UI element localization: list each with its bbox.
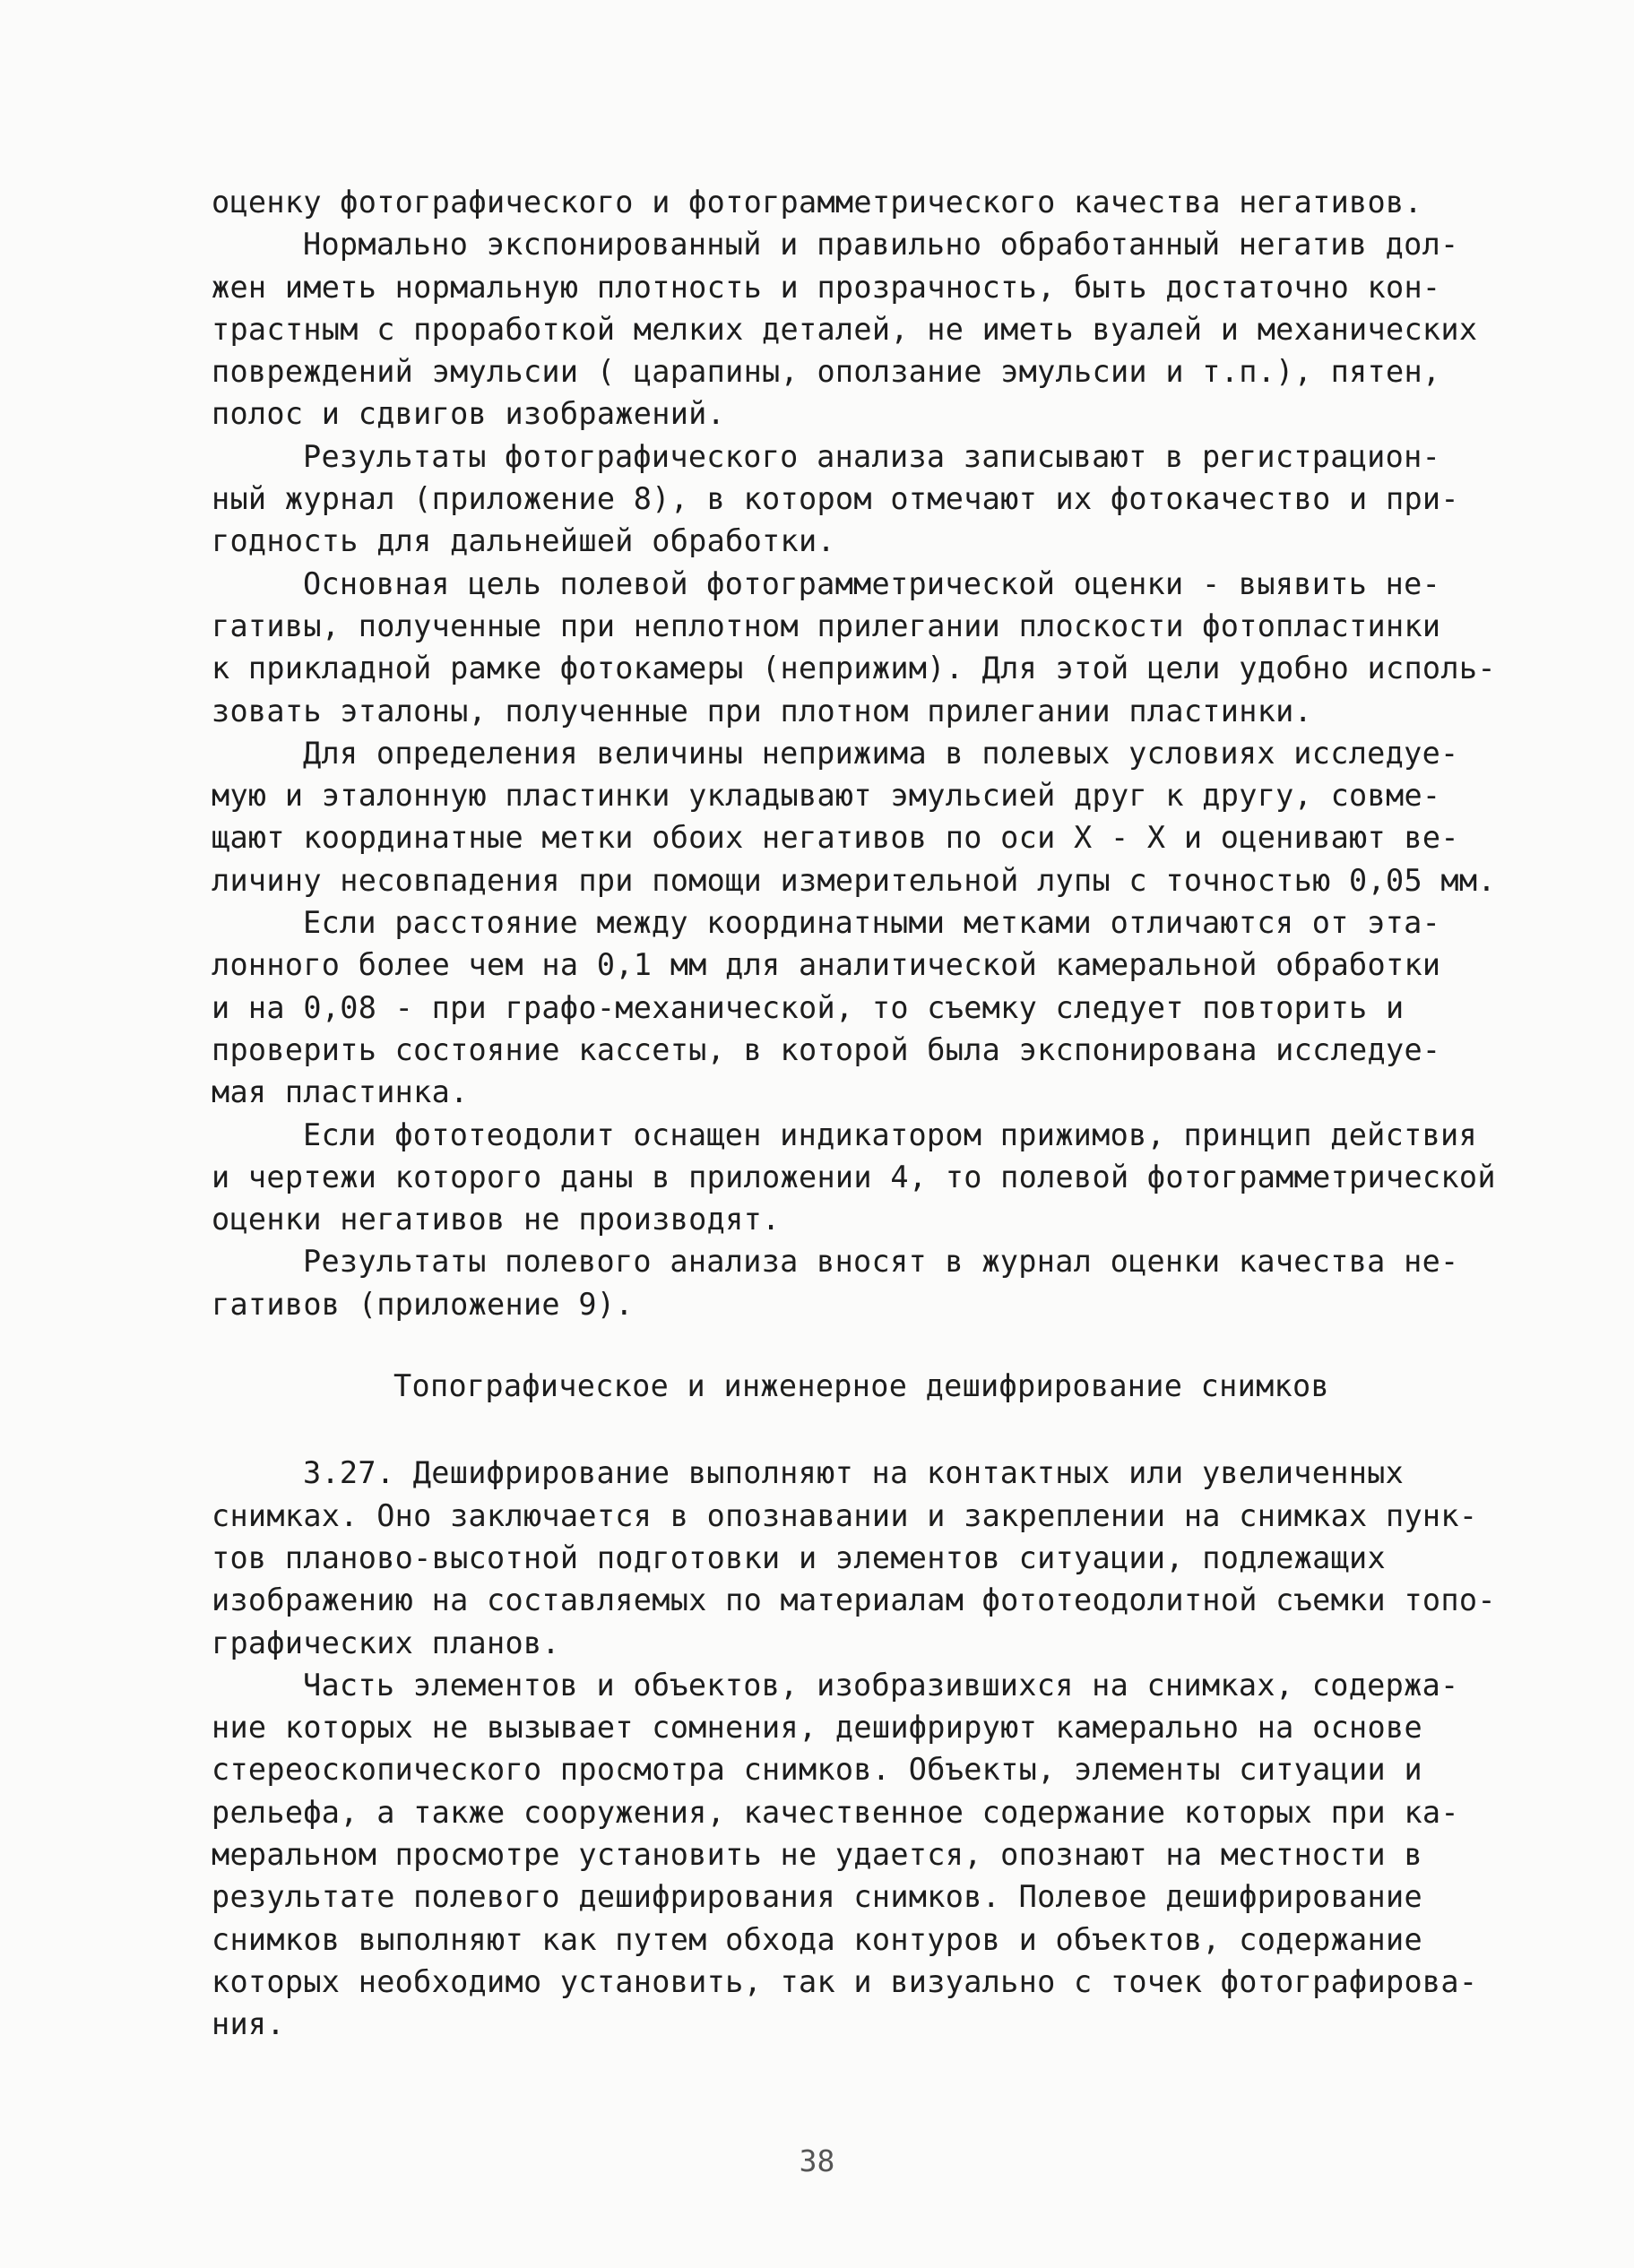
spacer (212, 1407, 1484, 1452)
text-line: мую и эталонную пластинки укладывают эмульсией друг к другу, совме- (212, 778, 1441, 814)
text-line: Если фототеодолит оснащен индикатором прижимов, принцип действия (303, 1117, 1477, 1152)
text-line: Результаты фотографического анализа записывают в регистрацион- (303, 438, 1441, 474)
text-line: оценку фотографического и фотограмметрического качества негативов. (212, 185, 1422, 220)
text-line: Часть элементов и объектов, изобразившихся на снимках, содержа- (303, 1667, 1459, 1703)
text-line: годность для дальнейшей обработки. (212, 523, 835, 559)
text-line: графических планов. (212, 1625, 560, 1660)
text-line: стереоскопического просмотра снимков. Объекты, элементы ситуации и (212, 1752, 1422, 1788)
paragraph (212, 1452, 1496, 1663)
text-line: трастным с проработкой мелких деталей, не иметь вуалей и механических (212, 311, 1478, 347)
text-line: гативов (приложение 9). (212, 1286, 634, 1322)
text-line: тов планово-высотной подготовки и элементов ситуации, подлежащих (212, 1539, 1386, 1575)
paragraph (212, 435, 1484, 563)
paragraph (212, 1240, 1484, 1325)
text-line: гативы, полученные при неплотном прилегании плоскости фотопластинки (212, 608, 1441, 643)
text-line: и на 0,08 - при графо-механической, то съемку следует повторить и (212, 989, 1405, 1025)
text-line: которых необходимо установить, так и визуально с точек фотографирова- (212, 1963, 1478, 1999)
body-text (212, 181, 1496, 2045)
text-line: оценки негативов не производят. (212, 1202, 781, 1237)
text-line: ния. (212, 2006, 285, 2042)
text-line: личину несовпадения при помощи измерительной лупы с точностью 0,05 мм. (212, 862, 1496, 898)
section-heading: Топографическое и инженерное дешифрирование снимков (393, 1368, 1329, 1404)
text-line: Если расстояние между координатными метками отличаются от эта- (303, 905, 1441, 941)
paragraph (212, 563, 1496, 732)
text-line: проверить состояние кассеты, в которой была экспонирована исследуе- (212, 1031, 1441, 1067)
text-line: результате полевого дешифрирования снимков. Полевое дешифрирование (212, 1879, 1422, 1915)
text-line: Нормально экспонированный и правильно обработанный негатив дол- (303, 227, 1459, 263)
text-line: к прикладной рамке фотокамеры (неприжим). Для этой цели удобно исполь- (212, 651, 1496, 686)
text-line: лонного более чем на 0,1 мм для аналитической камеральной обработки (212, 947, 1441, 983)
paragraph (212, 732, 1496, 901)
paragraph (212, 181, 1484, 223)
text-line: жен иметь нормальную плотность и прозрачность, быть достаточно кон- (212, 269, 1441, 305)
text-line: мая пластинка. (212, 1074, 469, 1110)
text-line: полос и сдвигов изображений. (212, 396, 726, 432)
paragraph (212, 223, 1484, 435)
text-line: 3.27. Дешифрирование выполняют на контактных или увеличенных (303, 1455, 1405, 1491)
text-line: Основная цель полевой фотограмметрической оценки - выявить не- (303, 565, 1441, 601)
text-line: снимков выполняют как путем обхода контуров и объектов, содержание (212, 1921, 1422, 1957)
text-line: меральном просмотре установить не удается, опознают на местности в (212, 1836, 1422, 1872)
text-line: Для определения величины неприжима в полевых условиях исследуе- (303, 735, 1459, 771)
paragraph (212, 901, 1484, 1113)
text-line: ние которых не вызывает сомнения, дешифрируют камерально на основе (212, 1710, 1422, 1746)
page-number: 38 (799, 2143, 835, 2178)
text-line: изображению на составляемых по материалам фототеодолитной съемки топо- (212, 1582, 1496, 1618)
text-line: ный журнал (приложение 8), в котором отмечают их фотокачество и при- (212, 481, 1459, 517)
text-line: зовать эталоны, полученные при плотном прилегании пластинки. (212, 693, 1313, 729)
text-line: рельефа, а также сооружения, качественное содержание которых при ка- (212, 1794, 1459, 1830)
text-line: Результаты полевого анализа вносят в журнал оценки качества не- (303, 1244, 1459, 1280)
paragraph (212, 1664, 1484, 2046)
text-line: снимках. Оно заключается в опознавании и закреплении на снимках пунк- (212, 1497, 1478, 1533)
text-line: щают координатные метки обоих негативов по оси X - X и оценивают ве- (212, 820, 1459, 856)
spacer (212, 1325, 1484, 1365)
text-line: и чертежи которого даны в приложении 4, то полевой фотограмметрической (212, 1159, 1496, 1194)
paragraph (212, 1114, 1496, 1241)
text-line: повреждений эмульсии ( царапины, оползание эмульсии и т.п.), пятен, (212, 354, 1441, 390)
